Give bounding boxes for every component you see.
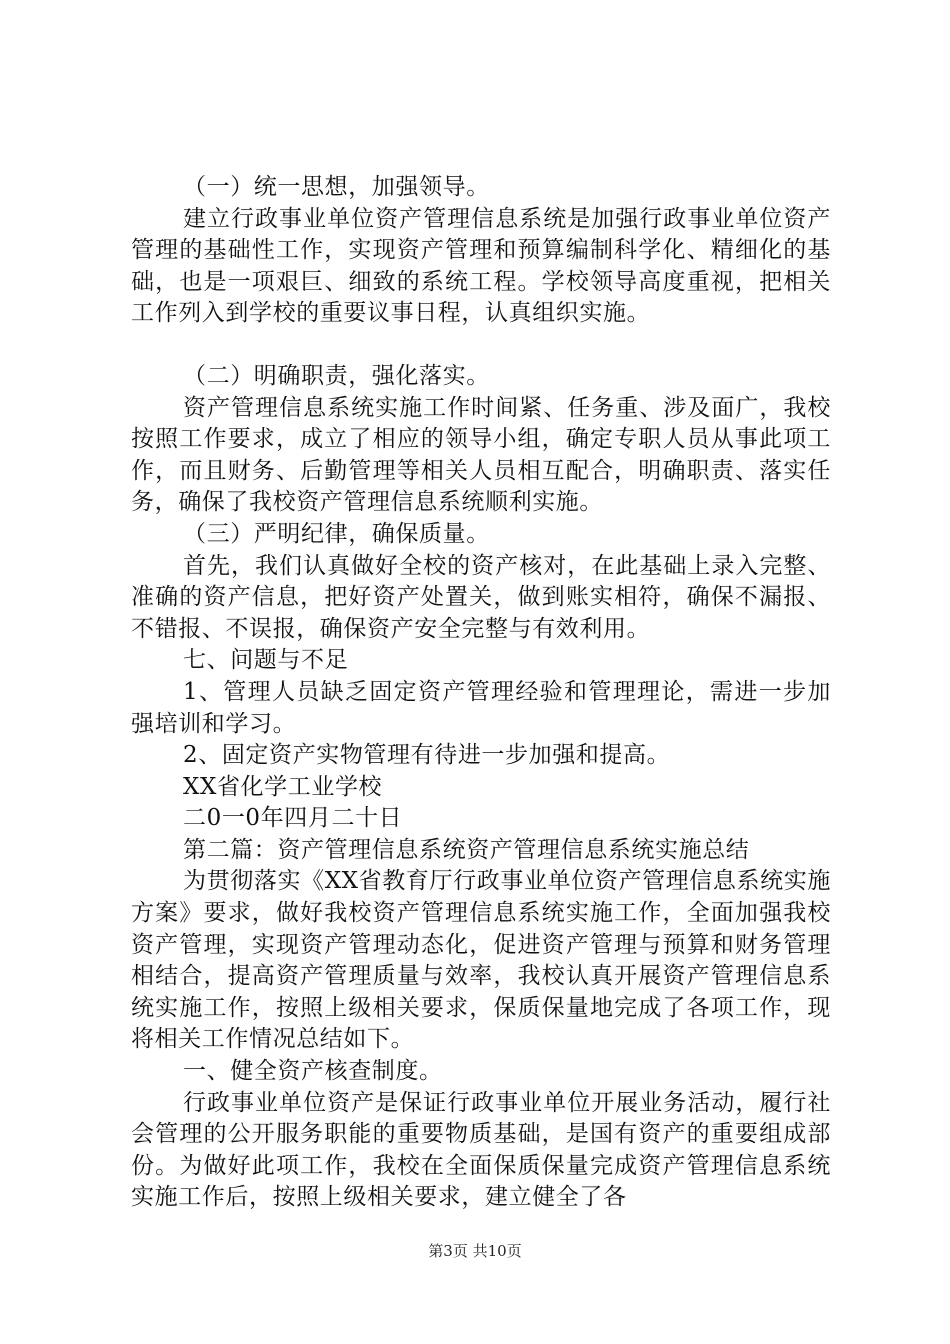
paragraph: 首先，我们认真做好全校的资产核对，在此基础上录入完整、准确的资产信息，把好资产处置关，做到账实相符，确保不漏报、不错报、不误报，确保资产安全完整与有效利用。 [131, 552, 831, 642]
section-heading-1: （一）统一思想，加强领导。 [183, 174, 490, 200]
section-heading-2: （二）明确职责，强化落实。 [183, 362, 490, 389]
section-heading-one: 一、健全资产核查制度。 [183, 1058, 443, 1085]
chapter-title: 第二篇：资产管理信息系统资产管理信息系统实施总结 [183, 836, 750, 863]
signature-date: 二0一0年四月二十日 [183, 805, 403, 832]
page-footer: 第3页 共10页 [428, 1242, 522, 1260]
paragraph-gap [131, 330, 831, 361]
section-heading-3: （三）严明纪律，确保质量。 [183, 520, 490, 547]
paragraph: 建立行政事业单位资产管理信息系统是加强行政事业单位资产管理的基础性工作，实现资产管理和预算编制科学化、精细化的基础，也是一项艰巨、细致的系统工程。学校领导高度重视，把相关工作列入到学校的重要议事日程，认真组织实施。 [131, 205, 831, 327]
list-item: 2、固定资产实物管理有待进一步加强和提高。 [183, 742, 671, 769]
list-item: 1、管理人员缺乏固定资产管理经验和管理理论，需进一步加强培训和学习。 [131, 678, 831, 737]
paragraph: 为贯彻落实《XX省教育厅行政事业单位资产管理信息系统实施方案》要求，做好我校资产管理信息系统实施工作，全面加强我校资产管理，实现资产管理动态化，促进资产管理与预算和财务管理相结合，提高资产管理质量与效率，我校认真开展资产管理信息系统实施工作，按照上级相关要求，保质保量地完成了各项工作，现将相关工作情况总结如下。 [131, 868, 831, 1053]
signature-organization: XX省化学工业学校 [183, 773, 383, 800]
paragraph: 行政事业单位资产是保证行政事业单位开展业务活动，履行社会管理的公开服务职能的重要物质基础，是国有资产的重要组成部份。为做好此项工作，我校在全面保质保量完成资产管理信息系统实施工作后，按照上级相关要求，建立健全了各 [131, 1089, 831, 1211]
section-heading-7: 七、问题与不足 [183, 647, 349, 674]
paragraph: 资产管理信息系统实施工作时间紧、任务重、涉及面广，我校按照工作要求，成立了相应的领导小组，确定专职人员从事此项工作，而且财务、后勤管理等相关人员相互配合，明确职责、落实任务，确保了我校资产管理信息系统顺利实施。 [131, 394, 831, 516]
document-body [131, 172, 831, 1214]
